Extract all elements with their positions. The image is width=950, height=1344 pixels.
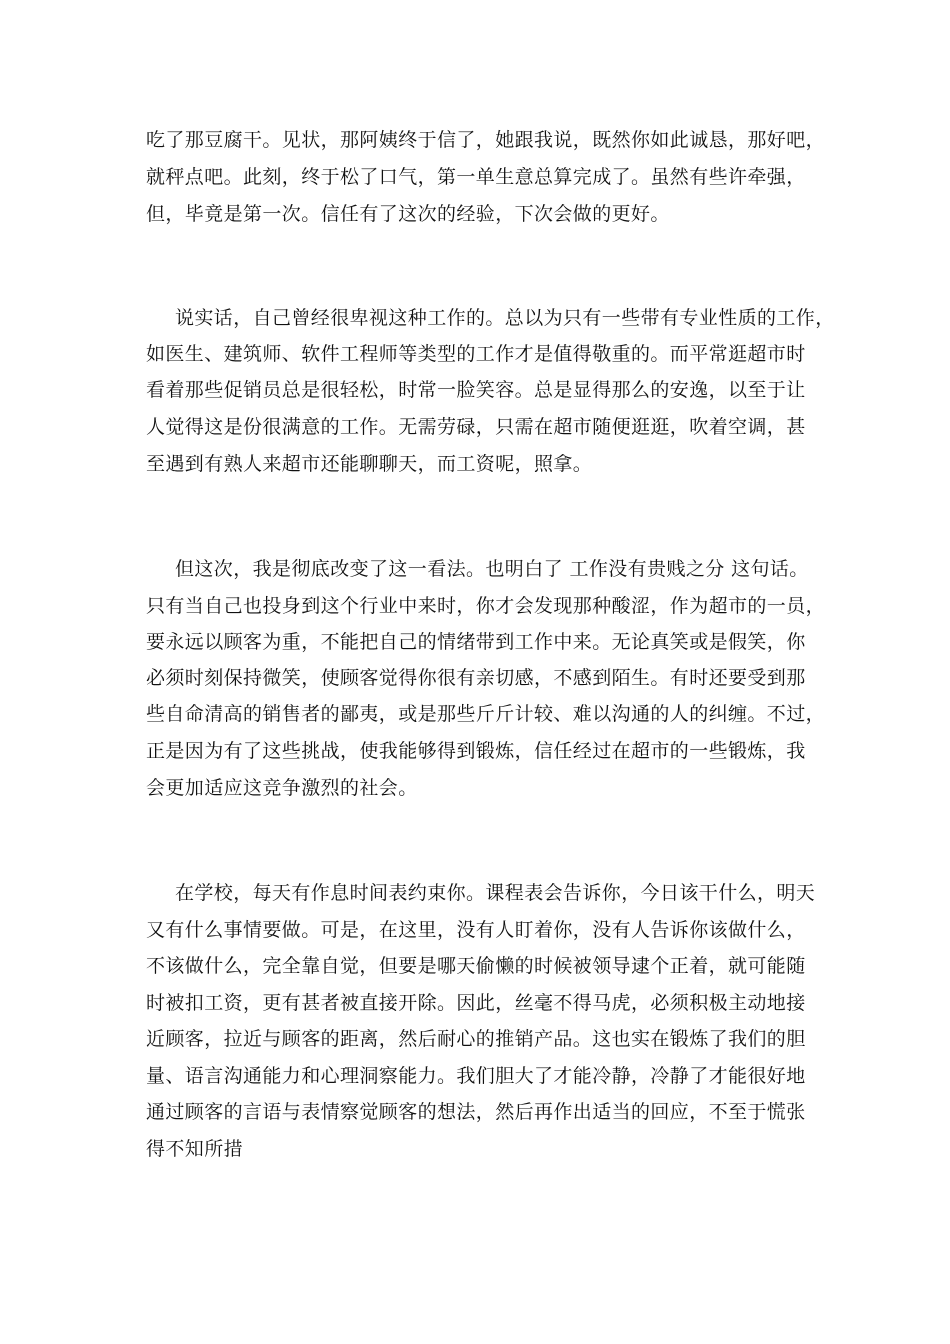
- paragraph-line: 在学校，每天有作息时间表约束你。课程表会告诉你，今日该干什么，明天: [175, 882, 816, 904]
- paragraph-line: 时被扣工资，更有甚者被直接开除。因此，丝毫不得马虎，必须积极主动地接: [146, 992, 806, 1014]
- paragraph-line: 要永远以顾客为重，不能把自己的情绪带到工作中来。无论真笑或是假笑，你: [146, 631, 806, 653]
- paragraph-line: 近顾客，拉近与顾客的距离，然后耐心的推销产品。这也实在锻炼了我们的胆: [146, 1028, 806, 1050]
- paragraph-line: 量、语言沟通能力和心理洞察能力。我们胆大了才能冷静，冷静了才能很好地: [146, 1065, 806, 1087]
- paragraph-line: 些自命清高的销售者的鄙夷，或是那些斤斤计较、难以沟通的人的纠缠。不过，: [146, 703, 826, 725]
- paragraph-line: 但，毕竟是第一次。信任有了这次的经验，下次会做的更好。: [146, 203, 670, 225]
- paragraph-line: 看着那些促销员总是很轻松，时常一脸笑容。总是显得那么的安逸，以至于让: [146, 379, 806, 401]
- paragraph-line: 如医生、建筑师、软件工程师等类型的工作才是值得敬重的。而平常逛超市时: [146, 343, 806, 365]
- paragraph-line: 但这次，我是彻底改变了这一看法。也明白了 工作没有贵贱之分 这句话。: [175, 558, 809, 580]
- paragraph-line: 又有什么事情要做。可是，在这里，没有人盯着你，没有人告诉你该做什么，: [146, 919, 806, 941]
- paragraph-line: 通过顾客的言语与表情察觉顾客的想法，然后再作出适当的回应，不至于慌张: [146, 1101, 806, 1123]
- paragraph-line: 会更加适应这竞争激烈的社会。: [146, 777, 418, 799]
- paragraph-line: 至遇到有熟人来超市还能聊聊天，而工资呢，照拿。: [146, 453, 593, 475]
- paragraph-line: 得不知所措: [146, 1138, 244, 1160]
- paragraph-line: 只有当自己也投身到这个行业中来时，你才会发现那种酸涩，作为超市的一员，: [146, 595, 826, 617]
- paragraph-line: 不该做什么，完全靠自觉，但要是哪天偷懒的时候被领导逮个正着，就可能随: [146, 955, 806, 977]
- paragraph-line: 说实话，自己曾经很卑视这种工作的。总以为只有一些带有专业性质的工作，: [175, 307, 835, 329]
- paragraph-line: 吃了那豆腐干。见状，那阿姨终于信了，她跟我说，既然你如此诚恳，那好吧，: [146, 129, 826, 151]
- paragraph-line: 正是因为有了这些挑战，使我能够得到锻炼，信任经过在超市的一些锻炼，我: [146, 740, 806, 762]
- paragraph-line: 人觉得这是份很满意的工作。无需劳碌，只需在超市随便逛逛，吹着空调，甚: [146, 416, 806, 438]
- paragraph-line: 就秤点吧。此刻，终于松了口气，第一单生意总算完成了。虽然有些许牵强，: [146, 166, 806, 188]
- paragraph-line: 必须时刻保持微笑，使顾客觉得你很有亲切感，不感到陌生。有时还要受到那: [146, 667, 806, 689]
